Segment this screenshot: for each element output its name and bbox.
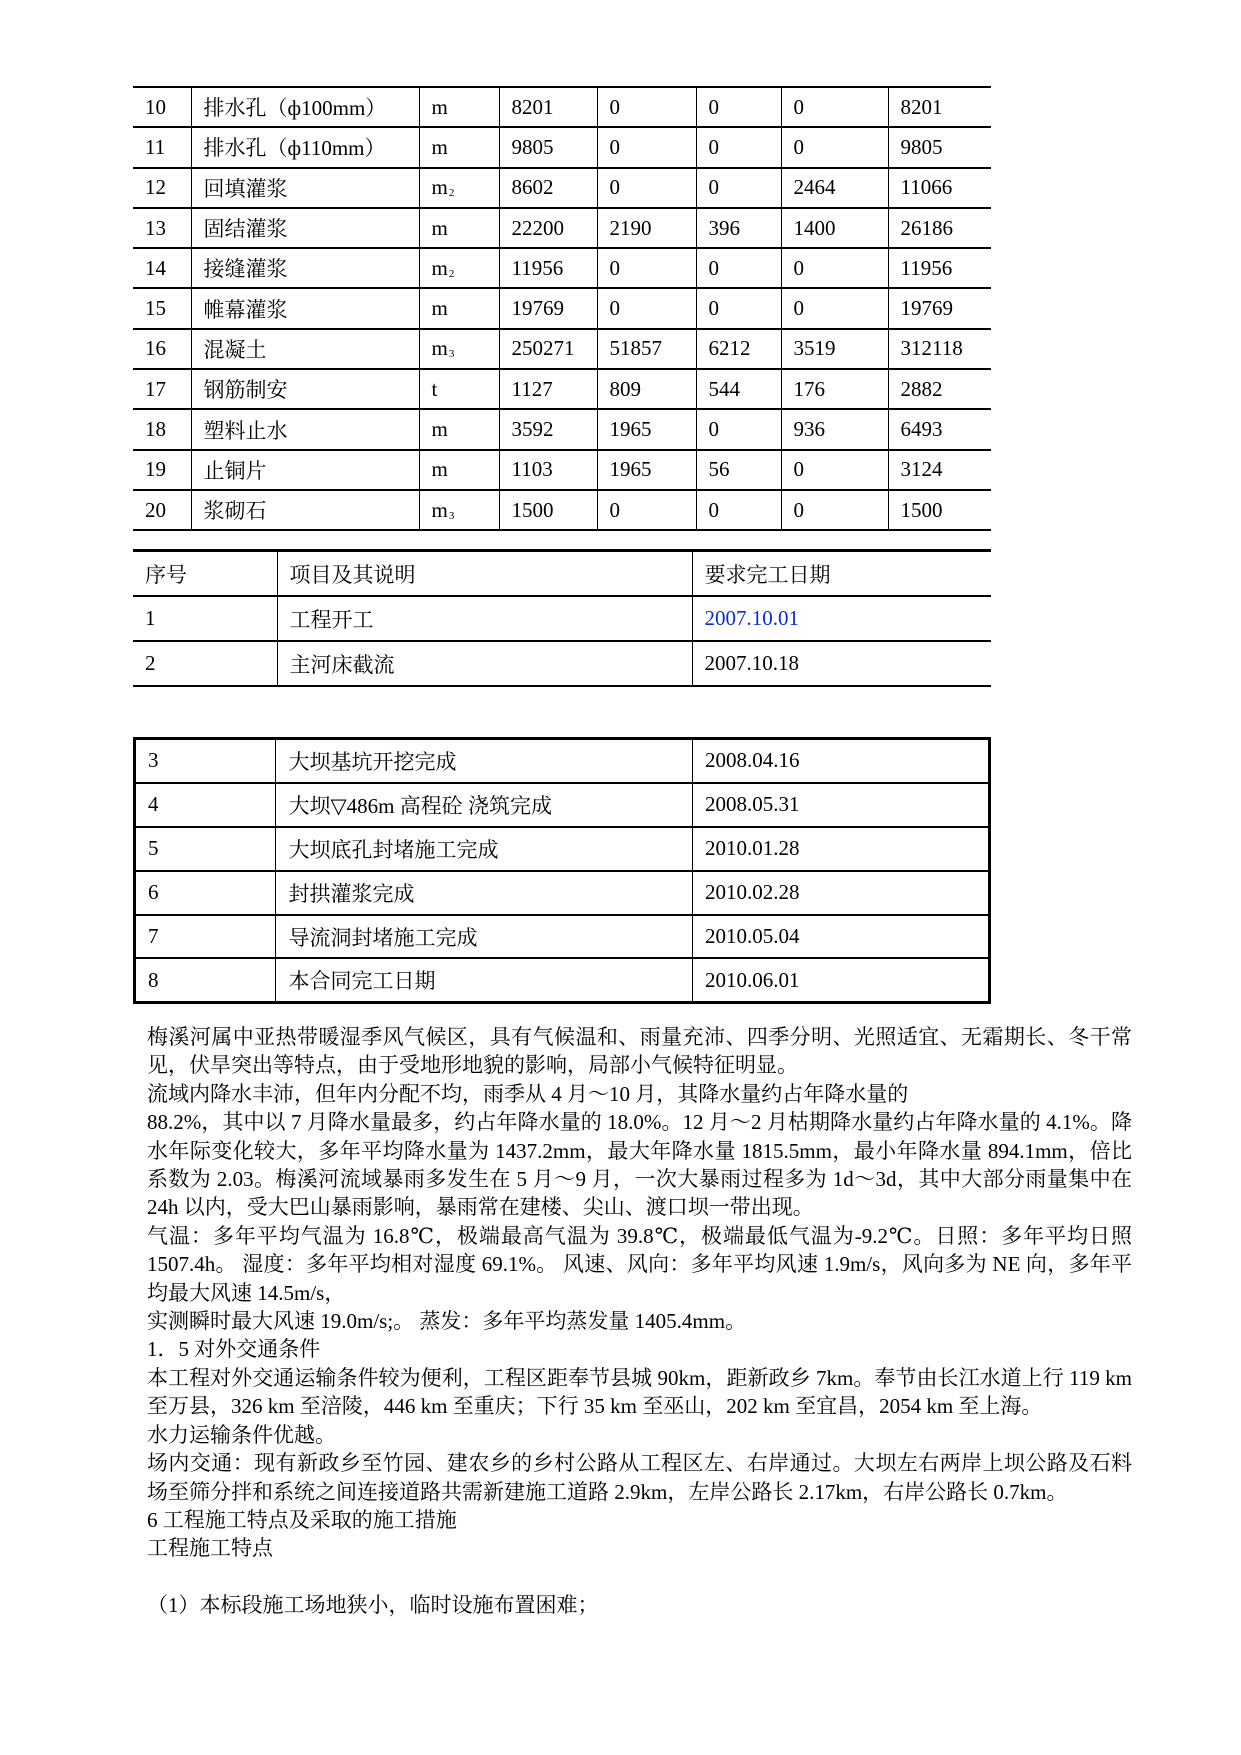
- row-item: 固结灌浆: [191, 208, 419, 248]
- row-no: 7: [135, 915, 276, 959]
- row-total: 312118: [888, 329, 991, 369]
- table-row: [133, 87, 991, 127]
- row-item: 钢筋制安: [191, 369, 419, 409]
- list-item-1: （1）本标段施工场地狭小，临时设施布置困难；: [147, 1592, 599, 1617]
- paragraph-climate: 梅溪河属中亚热带暖湿季风气候区，具有气候温和、雨量充沛、四季分明、光照适宜、无霜期长、冬干常见，伏旱突出等特点，由于受地形地貌的影响，局部小气候特征明显。: [147, 1025, 1132, 1078]
- table-row: [135, 915, 990, 959]
- table-row: [133, 208, 991, 248]
- row-unit: t: [419, 369, 499, 409]
- row-col-1: 9805: [499, 127, 597, 167]
- schedule-table-2-body: [135, 739, 990, 1003]
- paragraph-transport-3: 场内交通：现有新政乡至竹园、建农乡的乡村公路从工程区左、右岸通过。大坝左右两岸上坝公路及石料场至筛分拌和系统之间连接道路共需新建施工道路 2.9km，左岸公路长 2.17km，右岸公路长 0.7km。: [147, 1451, 1132, 1504]
- row-col-1: 8602: [499, 168, 597, 208]
- row-col-4: 0: [781, 127, 888, 167]
- table-row: [133, 450, 991, 490]
- row-col-4: 0: [781, 288, 888, 328]
- paragraph-temperature: 气温：多年平均气温为 16.8℃，极端最高气温为 39.8℃，极端最低气温为-9.2℃。日照：多年平均日照 1507.4h。 湿度：多年平均相对湿度 69.1%。 风速、风向：多年平均风速 1.9m/s，风向多为 NE 向，多年平均最大风速 14.5m/s，: [147, 1223, 1132, 1305]
- row-item: 回填灌浆: [191, 168, 419, 208]
- row-col-1: 1127: [499, 369, 597, 409]
- row-col-2: 51857: [597, 329, 696, 369]
- row-col-3: 0: [696, 87, 781, 127]
- header-date: 要求完工日期: [692, 551, 991, 597]
- row-col-4: 2464: [781, 168, 888, 208]
- table-row: [133, 409, 991, 449]
- row-total: 1500: [888, 490, 991, 530]
- row-total: 9805: [888, 127, 991, 167]
- row-no: 8: [148, 967, 159, 992]
- row-total: 19769: [888, 288, 991, 328]
- row-unit: m: [419, 127, 499, 167]
- row-no: 12: [133, 168, 191, 208]
- header-no: 序号: [133, 551, 277, 597]
- row-col-3: 0: [696, 127, 781, 167]
- row-total: 3124: [888, 450, 991, 490]
- row-date: 2010.01.28: [692, 827, 989, 871]
- table-row: [133, 288, 991, 328]
- spacer: [147, 1563, 1132, 1591]
- row-no: 4: [135, 783, 276, 827]
- schedule-table-2: [133, 737, 991, 1004]
- row-item: 主河床截流: [277, 641, 692, 686]
- row-no: 1: [133, 596, 277, 641]
- row-col-1: 8201: [499, 87, 597, 127]
- table-row: [133, 596, 991, 641]
- row-col-1: 1500: [499, 490, 597, 530]
- row-no: 10: [133, 87, 191, 127]
- row-date: 2010.05.04: [692, 915, 989, 959]
- unit-exponent: 3: [448, 509, 455, 522]
- row-total: 11956: [888, 248, 991, 288]
- unit-exponent: 2: [448, 187, 455, 200]
- row-total: 8201: [888, 87, 991, 127]
- quantity-table-body: [133, 87, 991, 530]
- row-no: 19: [133, 450, 191, 490]
- row-item: 导流洞封堵施工完成: [276, 915, 692, 959]
- row-item: 大坝▽486m 高程砼 浇筑完成: [276, 783, 692, 827]
- row-no: 17: [133, 369, 191, 409]
- row-unit: m: [419, 288, 499, 328]
- row-item: 排水孔（ф110mm）: [191, 127, 419, 167]
- row-total: 11066: [888, 168, 991, 208]
- row-col-1: 22200: [499, 208, 597, 248]
- row-col-1: 1103: [499, 450, 597, 490]
- header-item: 项目及其说明: [277, 551, 692, 597]
- table-row: [133, 248, 991, 288]
- row-col-2: 0: [597, 248, 696, 288]
- table-row: [133, 641, 991, 686]
- row-item: 接缝灌浆: [191, 248, 419, 288]
- row-col-2: 0: [597, 127, 696, 167]
- row-unit: m: [419, 87, 499, 127]
- row-no: 15: [133, 288, 191, 328]
- row-total: 26186: [888, 208, 991, 248]
- row-date: 2007.10.18: [692, 641, 991, 686]
- row-item: 大坝基坑开挖完成: [276, 739, 692, 783]
- body-text: [147, 1023, 1132, 1619]
- row-col-1: 3592: [499, 409, 597, 449]
- row-no: 2: [133, 641, 277, 686]
- row-no: 6: [135, 871, 276, 915]
- row-no: 18: [133, 409, 191, 449]
- row-unit: m2: [419, 168, 499, 208]
- row-col-2: 2190: [597, 208, 696, 248]
- row-col-4: 3519: [781, 329, 888, 369]
- schedule-header-row: [133, 551, 991, 597]
- table-row: [135, 871, 990, 915]
- row-unit: m3: [419, 329, 499, 369]
- row-no: 13: [133, 208, 191, 248]
- row-col-3: 0: [696, 248, 781, 288]
- row-unit: m: [419, 409, 499, 449]
- row-no: 11: [133, 127, 191, 167]
- row-total: 2882: [888, 369, 991, 409]
- table-row: [135, 783, 990, 827]
- row-col-3: 0: [696, 288, 781, 328]
- row-col-1: 250271: [499, 329, 597, 369]
- row-unit: m: [419, 450, 499, 490]
- row-item: 止铜片: [191, 450, 419, 490]
- unit-exponent: 3: [448, 348, 455, 361]
- row-no: 5: [135, 827, 276, 871]
- row-no: 3: [135, 739, 276, 783]
- row-col-3: 56: [696, 450, 781, 490]
- row-col-4: 0: [781, 450, 888, 490]
- row-col-2: 809: [597, 369, 696, 409]
- section-heading-1-5: 1．5 对外交通条件: [147, 1337, 321, 1362]
- row-no: 20: [133, 490, 191, 530]
- row-col-2: 1965: [597, 450, 696, 490]
- row-col-3: 544: [696, 369, 781, 409]
- row-item: 帷幕灌浆: [191, 288, 419, 328]
- subsection-heading: 工程施工特点: [147, 1536, 273, 1561]
- row-date: 2007.10.01: [692, 596, 991, 641]
- row-unit: m3: [419, 490, 499, 530]
- row-col-1: 19769: [499, 288, 597, 328]
- row-item: 混凝土: [191, 329, 419, 369]
- row-date: 2010.06.01: [692, 958, 989, 1002]
- row-item: 塑料止水: [191, 409, 419, 449]
- row-col-2: 0: [597, 490, 696, 530]
- table-row: [133, 369, 991, 409]
- schedule-table-1: [133, 549, 991, 687]
- section-heading-6: 6 工程施工特点及采取的施工措施: [147, 1507, 457, 1532]
- row-col-2: 1965: [597, 409, 696, 449]
- row-unit: m2: [419, 248, 499, 288]
- row-col-2: 0: [597, 87, 696, 127]
- quantity-table: [133, 86, 991, 531]
- row-col-4: 0: [781, 490, 888, 530]
- row-no: 14: [133, 248, 191, 288]
- row-item: 浆砌石: [191, 490, 419, 530]
- row-col-3: 0: [696, 168, 781, 208]
- row-col-2: 0: [597, 288, 696, 328]
- row-col-2: 0: [597, 168, 696, 208]
- paragraph-rain-2: 88.2%，其中以 7 月降水量最多，约占年降水量的 18.0%。12 月～2 月枯期降水量约占年降水量的 4.1%。降水年际变化较大，多年平均降水量为 1437.2mm，最大年降水量 1815.5mm，最小年降水量 894.1mm，倍比系数为 2.03。梅溪河流域暴雨多发生在 5 月～9 月，一次大暴雨过程多为 1d～3d，其中大部分雨量集中在 24h 以内，受大巴山暴雨影响，暴雨常在建楼、尖山、渡口坝一带出现。: [147, 1110, 1132, 1220]
- row-col-3: 0: [696, 409, 781, 449]
- row-col-3: 6212: [696, 329, 781, 369]
- row-col-3: 0: [696, 490, 781, 530]
- table-row: [135, 739, 990, 783]
- row-item: 封拱灌浆完成: [276, 871, 692, 915]
- row-col-4: 936: [781, 409, 888, 449]
- row-item: 排水孔（ф100mm）: [191, 87, 419, 127]
- paragraph-rain-1: 流域内降水丰沛，但年内分配不均，雨季从 4 月～10 月，其降水量约占年降水量的: [147, 1081, 909, 1106]
- row-item: 工程开工: [277, 596, 692, 641]
- paragraph-wind: 实测瞬时最大风速 19.0m/s;。 蒸发：多年平均蒸发量 1405.4mm。: [147, 1309, 747, 1334]
- row-total: 6493: [888, 409, 991, 449]
- row-col-1: 11956: [499, 248, 597, 288]
- row-item: 大坝底孔封堵施工完成: [276, 827, 692, 871]
- row-item: 本合同完工日期: [276, 958, 692, 1002]
- row-no: 16: [133, 329, 191, 369]
- table-row: [133, 168, 991, 208]
- row-col-4: 0: [781, 248, 888, 288]
- row-col-4: 1400: [781, 208, 888, 248]
- table-row: [135, 827, 990, 871]
- row-col-3: 396: [696, 208, 781, 248]
- table-row: [133, 127, 991, 167]
- unit-exponent: 2: [448, 267, 455, 280]
- table-row: [133, 490, 991, 530]
- table-row: [133, 329, 991, 369]
- row-date: 2008.04.16: [692, 739, 989, 783]
- row-date: 2010.02.28: [692, 871, 989, 915]
- paragraph-transport-1: 本工程对外交通运输条件较为便利，工程区距奉节县城 90km，距新政乡 7km。奉节由长江水道上行 119 km 至万县，326 km 至涪陵，446 km 至重庆；下行 35 km 至巫山，202 km 至宜昌，2054 km 至上海。: [147, 1365, 1132, 1419]
- paragraph-transport-2: 水力运输条件优越。: [147, 1422, 336, 1447]
- row-unit: m: [419, 208, 499, 248]
- row-col-4: 0: [781, 87, 888, 127]
- row-col-4: 176: [781, 369, 888, 409]
- row-date: 2008.05.31: [692, 783, 989, 827]
- table-row: [135, 958, 990, 1002]
